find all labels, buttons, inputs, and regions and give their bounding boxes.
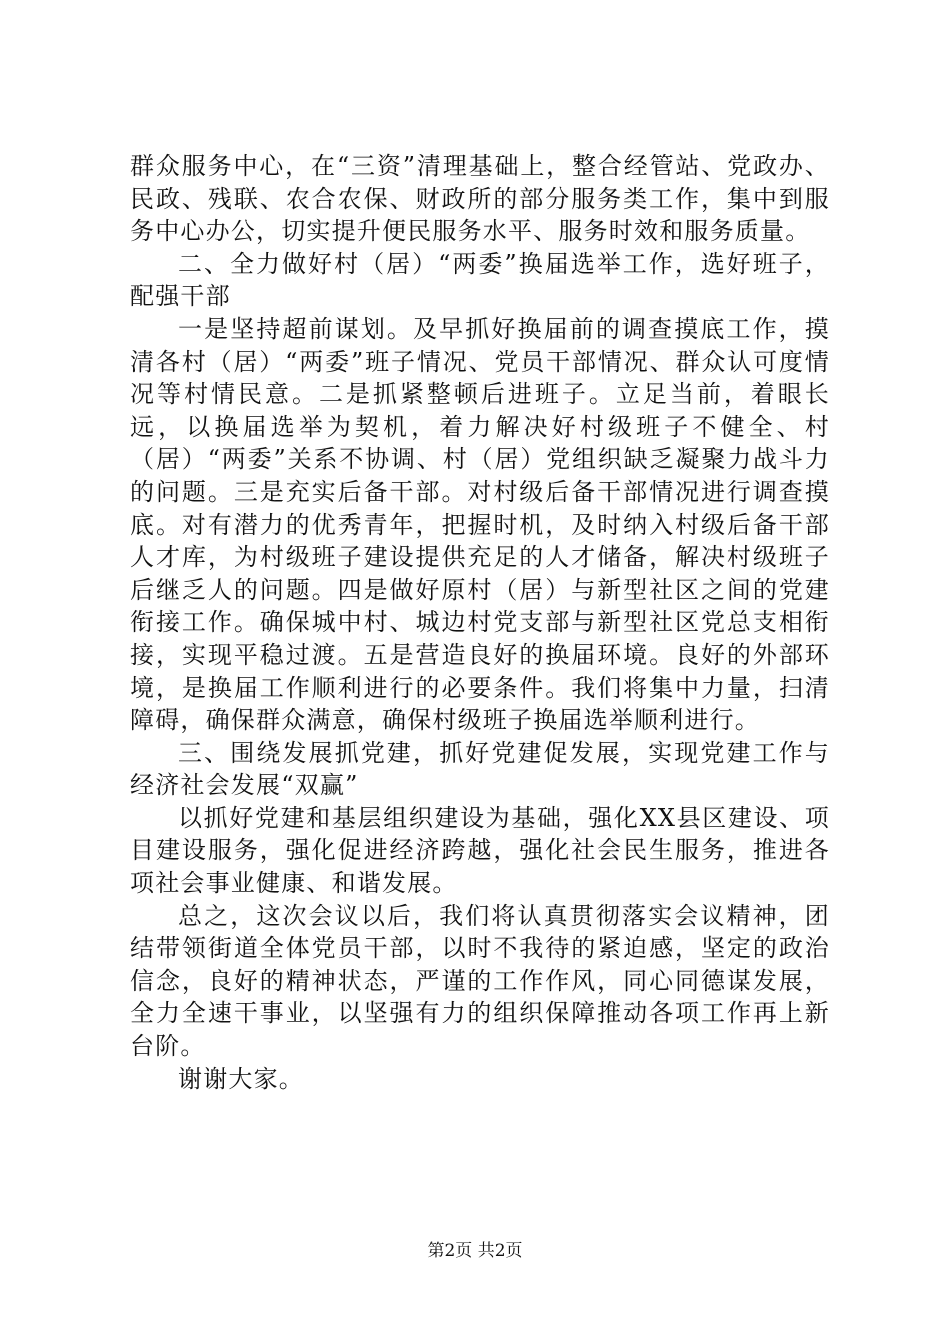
body-paragraph: 一是坚持超前谋划。及早抓好换届前的调查摸底工作，摸清各村（居）“两委”班子情况、党员干部情况、群众认可度情况等村情民意。二是抓紧整顿后进班子。立足当前，着眼长远，以换届选举为契机，着力解决好村级班子不健全、村（居）“两委”关系不协调、村（居）党组织缺乏凝聚力战斗力的问题。三是充实后备干部。对村级后备干部情况进行调查摸底。对有潜力的优秀青年，把握时机，及时纳入村级后备干部人才库，为村级班子建设提供充足的人才储备，解决村级班子后继乏人的问题。四是做好原村（居）与新型社区之间的党建衔接工作。确保城中村、城边村党支部与新型社区党总支相衔接，实现平稳过渡。五是营造良好的换届环境。良好的外部环境，是换届工作顺利进行的必要条件。我们将集中力量，扫清障碍，确保群众满意，确保村级班子换届选举顺利进行。 bbox=[130, 314, 830, 735]
closing-paragraph: 谢谢大家。 bbox=[178, 1064, 304, 1093]
body-paragraph: 群众服务中心，在“三资”清理基础上，整合经管站、党政办、民政、残联、农合农保、财政所的部分服务类工作，集中到服务中心办公，切实提升便民服务水平、服务时效和服务质量。 bbox=[130, 152, 830, 246]
body-paragraph: 以抓好党建和基层组织建设为基础，强化XX县区建设、项目建设服务，强化促进经济跨越，强化社会民生服务，推进各项社会事业健康、和谐发展。 bbox=[130, 803, 830, 898]
section-heading: 三、围绕发展抓党建，抓好党建促发展，实现党建工作与经济社会发展“双赢” bbox=[130, 738, 830, 800]
page-number-footer: 第2页 共2页 bbox=[427, 1241, 523, 1261]
section-heading: 二、全力做好村（居）“两委”换届选举工作，选好班子，配强干部 bbox=[130, 249, 830, 311]
document-body bbox=[130, 150, 830, 1095]
body-paragraph: 总之，这次会议以后，我们将认真贯彻落实会议精神，团结带领街道全体党员干部，以时不我待的紧迫感，坚定的政治信念，良好的精神状态，严谨的工作作风，同心同德谋发展，全力全速干事业，以坚强有力的组织保障推动各项工作再上新台阶。 bbox=[130, 901, 830, 1061]
